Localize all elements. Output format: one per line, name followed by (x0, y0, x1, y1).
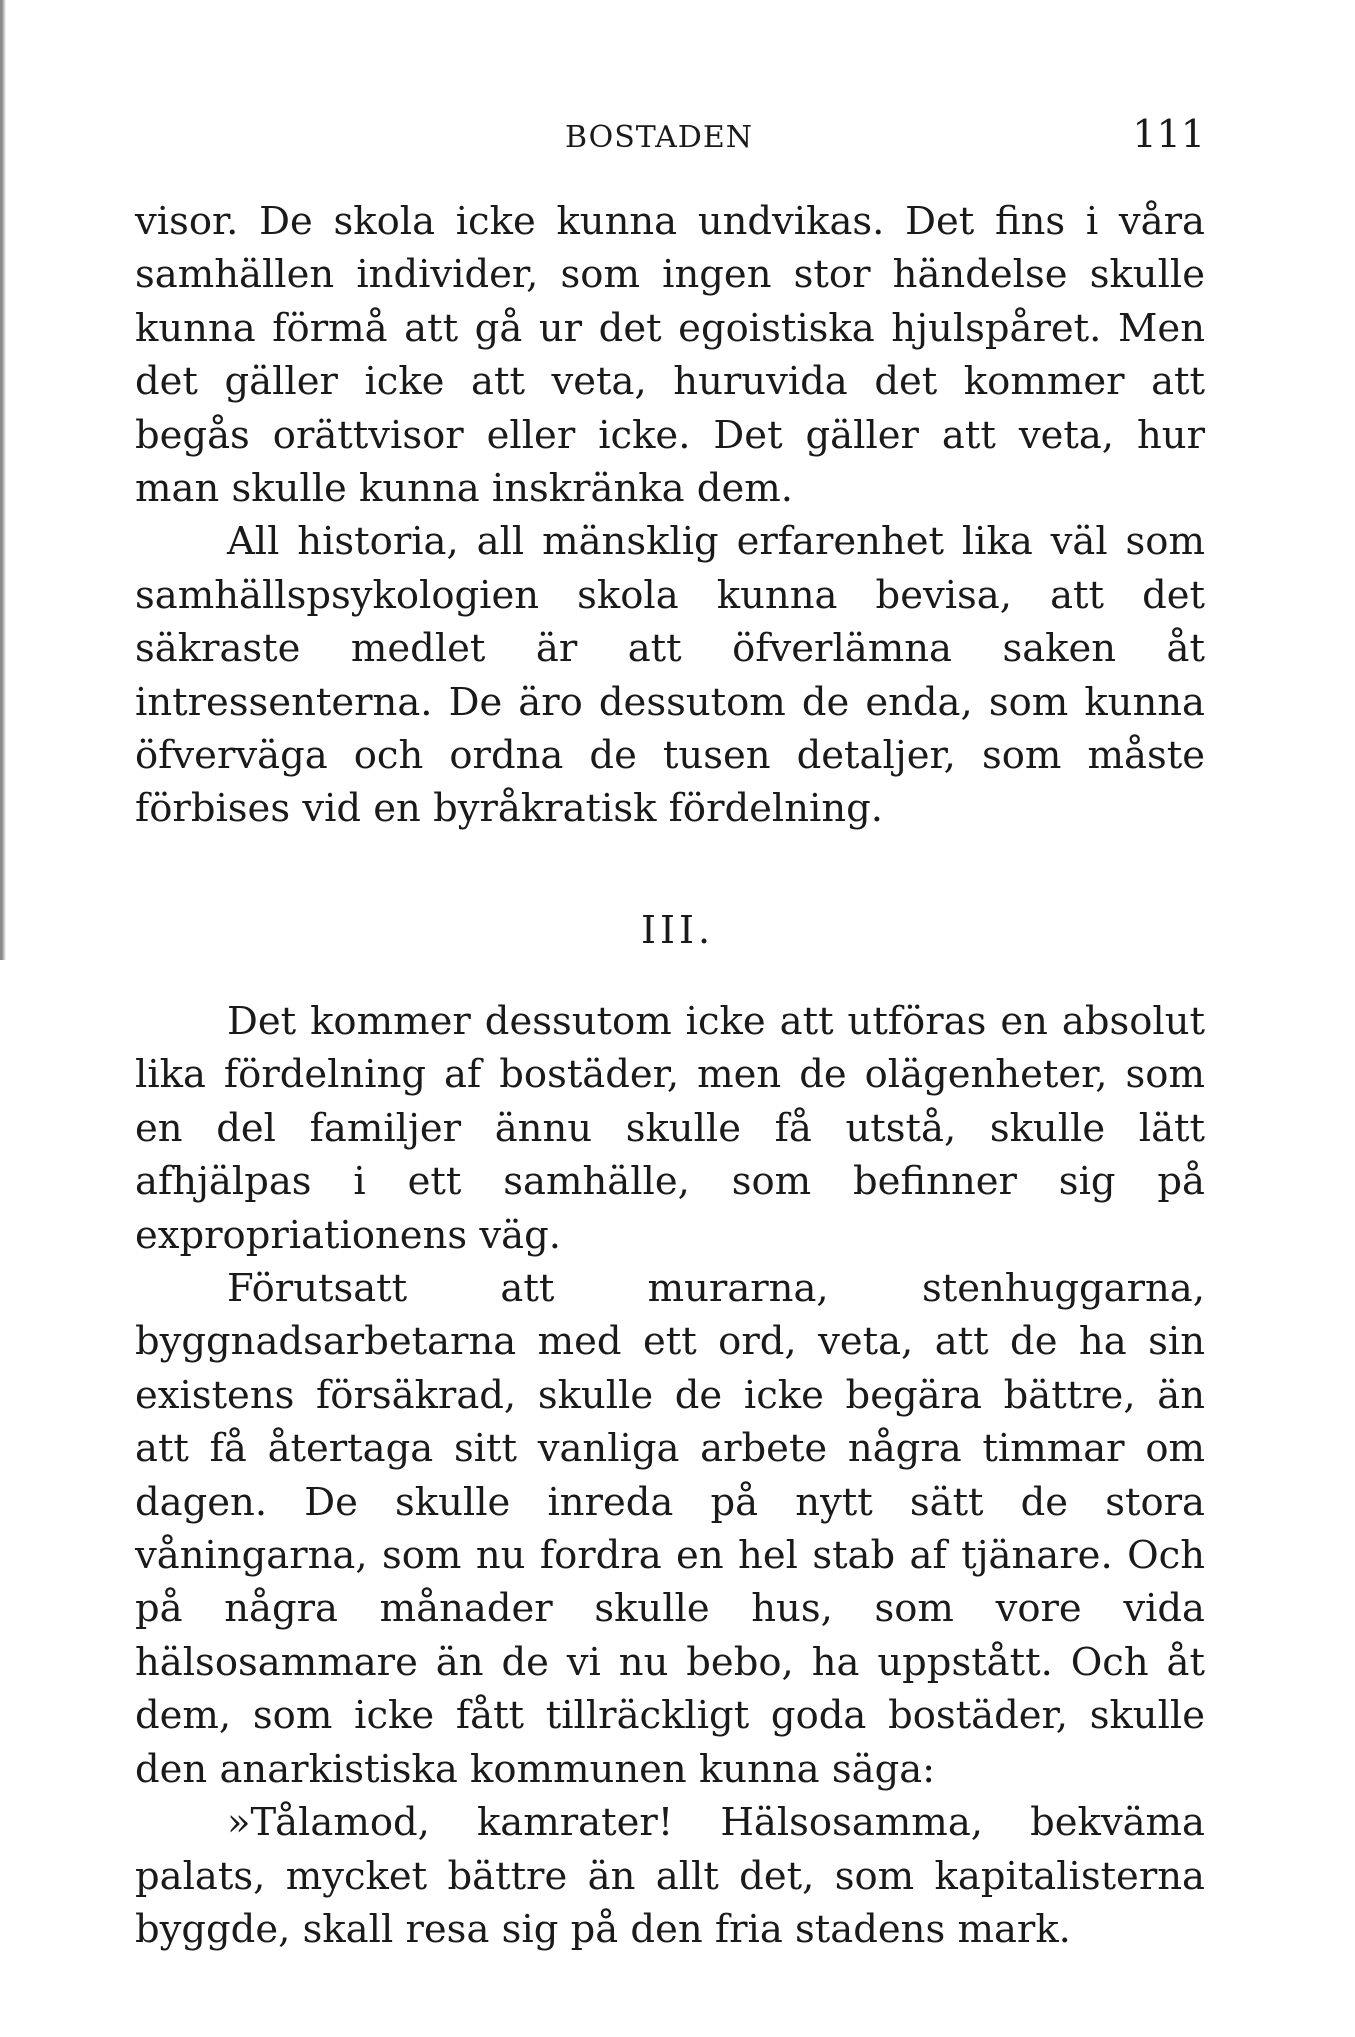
page-number: 111 (1132, 112, 1205, 156)
paragraph: Det kommer dessutom icke att utföras en absolut lika fördelning af bostäder, men de olägenheter, som en del familjer ännu skulle få utstå, skulle lätt afhjälpas i ett samhälle, som befinner sig på expropriationens väg. (135, 999, 1205, 1258)
paragraph: »Tålamod, kamrater! Hälsosamma, bekväma palats, mycket bättre än allt det, som kapitalisterna byggde, skall resa sig på den fria stadens mark. (135, 1800, 1205, 1952)
paragraph-continued: visor. De skola icke kunna undvikas. Det fins i våra samhällen individer, som ingen stor händelse skulle kunna förmå att gå ur det egoistiska hjulspåret. Men det gäller icke att veta, huruvida det kommer att begås orättvisor eller icke. Det gäller att veta, hur man skulle kunna inskränka dem. (135, 199, 1205, 512)
section-heading: III. (640, 908, 715, 952)
paragraph: All historia, all mänsklig erfarenhet lika väl som samhällspsykologien skola kunna bevisa, att det säkraste medlet är att öfverlämna saken åt intressenterna. De äro dessutom de enda, som kunna öfverväga och ordna de tusen detaljer, som måste förbises vid en byråkratisk fördelning. (135, 519, 1205, 832)
running-head-title: BOSTADEN (565, 120, 753, 155)
section-one-text (135, 195, 1205, 836)
section-two-text (135, 995, 1205, 1956)
running-head (0, 112, 1355, 162)
paragraph: Förutsatt att murarna, stenhuggarna, byggnadsarbetarna med ett ord, veta, att de ha sin existens försäkrad, skulle de icke begära bättre, än att få återtaga sitt vanliga arbete några timmar om dagen. De skulle inreda på nytt sätt de stora våningarna, som nu fordra en hel stab af tjänare. Och på några månader skulle hus, som vore vida hälsosammare än de vi nu bebo, ha uppstått. Och åt dem, som icke fått tillräckligt goda bostäder, skulle den anarkistiska kommunen kunna säga: (135, 1266, 1205, 1792)
